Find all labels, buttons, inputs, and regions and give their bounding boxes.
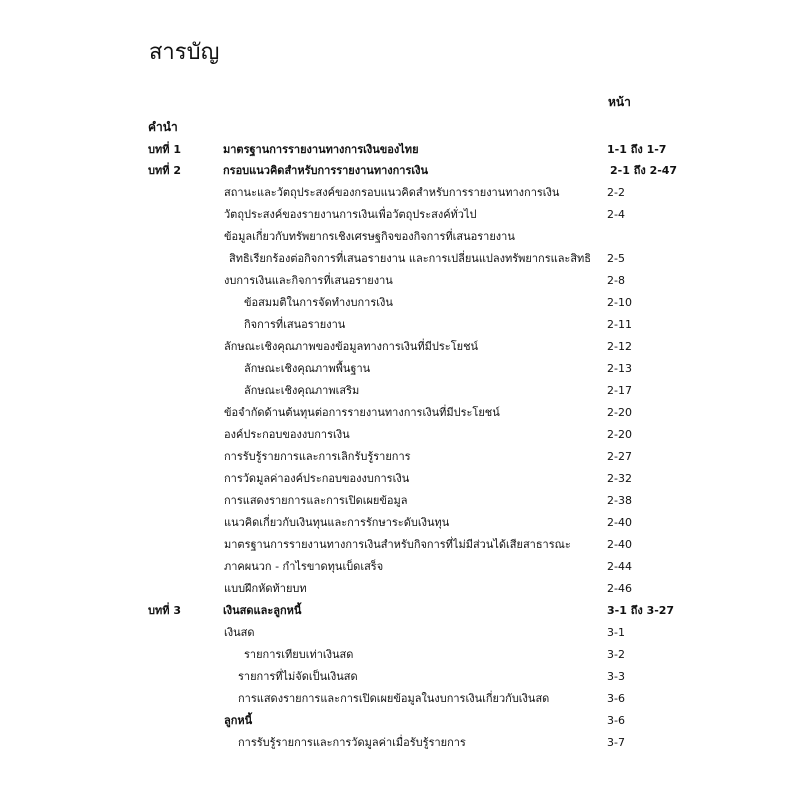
chapter-title: เงินสดและลูกหนี้ bbox=[223, 604, 302, 617]
page-column-header: หน้า bbox=[608, 95, 631, 109]
toc-entry-text: การแสดงรายการและการเปิดเผยข้อมูลในงบการเงินเกี่ยวกับเงินสด bbox=[238, 692, 550, 705]
toc-entry bbox=[0, 314, 800, 336]
toc-entry-page: 3-6 bbox=[607, 692, 625, 705]
toc-entry-text: เงินสด bbox=[224, 626, 255, 639]
toc-entry bbox=[0, 688, 800, 710]
chapter-label: บทที่ 3 bbox=[148, 604, 181, 617]
toc-entry-text: แนวคิดเกี่ยวกับเงินทุนและการรักษาระดับเงินทุน bbox=[224, 516, 450, 529]
toc-entry-page: 2-11 bbox=[607, 318, 632, 331]
toc-entry bbox=[0, 226, 800, 248]
toc-entry bbox=[0, 644, 800, 666]
toc-entry-text: ลักษณะเชิงคุณภาพเสริม bbox=[244, 384, 360, 397]
toc-entry-text: การแสดงรายการและการเปิดเผยข้อมูล bbox=[224, 494, 408, 507]
toc-entry bbox=[0, 336, 800, 358]
toc-entry bbox=[0, 710, 800, 732]
toc-entry bbox=[0, 292, 800, 314]
toc-entry bbox=[0, 204, 800, 226]
toc-entry-page: 3-7 bbox=[607, 736, 625, 749]
toc-entry bbox=[0, 490, 800, 512]
toc-entry-text: สถานะและวัตถุประสงค์ของกรอบแนวคิดสำหรับการรายงานทางการเงิน bbox=[224, 186, 560, 199]
toc-entry-text: สิทธิเรียกร้องต่อกิจการที่เสนอรายงาน และการเปลี่ยนแปลงทรัพยากรและสิทธิ bbox=[229, 252, 592, 265]
chapter-label: บทที่ 1 bbox=[148, 143, 181, 156]
toc-entry-page: 2-8 bbox=[607, 274, 625, 287]
toc-entry bbox=[0, 446, 800, 468]
toc-entry-page: 2-13 bbox=[607, 362, 632, 375]
toc-entry-text: การวัดมูลค่าองค์ประกอบของงบการเงิน bbox=[224, 472, 410, 485]
chapter-heading-row bbox=[0, 160, 800, 182]
toc-entry-page: 2-46 bbox=[607, 582, 632, 595]
toc-entry-text: องค์ประกอบของงบการเงิน bbox=[224, 428, 350, 441]
toc-entry-text: ภาคผนวก - กำไรขาดทุนเบ็ดเสร็จ bbox=[224, 560, 384, 573]
toc-entry-page: 2-20 bbox=[607, 406, 632, 419]
toc-entry-page: 2-40 bbox=[607, 516, 632, 529]
toc-entry-text: รายการเทียบเท่าเงินสด bbox=[244, 648, 354, 661]
toc-entry-text: รายการที่ไม่จัดเป็นเงินสด bbox=[238, 670, 358, 683]
toc-entry-text: ข้อสมมติในการจัดทำงบการเงิน bbox=[244, 296, 393, 309]
toc-entry-page: 2-27 bbox=[607, 450, 632, 463]
toc-entry-page: 2-10 bbox=[607, 296, 632, 309]
toc-entry-page: 2-44 bbox=[607, 560, 632, 573]
toc-entry bbox=[0, 270, 800, 292]
toc-entry bbox=[0, 468, 800, 490]
preface-entry: คำนำ bbox=[148, 120, 178, 134]
toc-entry-text: แบบฝึกหัดท้ายบท bbox=[224, 582, 307, 595]
toc-entry-text: ข้อจำกัดด้านต้นทุนต่อการรายงานทางการเงินที่มีประโยชน์ bbox=[224, 406, 500, 419]
toc-entry-text: ลักษณะเชิงคุณภาพของข้อมูลทางการเงินที่มีประโยชน์ bbox=[224, 340, 479, 353]
toc-entry-page: 3-2 bbox=[607, 648, 625, 661]
toc-entry-page: 2-40 bbox=[607, 538, 632, 551]
toc-entry bbox=[0, 182, 800, 204]
toc-entry-page: 2-38 bbox=[607, 494, 632, 507]
toc-entry-page: 2-5 bbox=[607, 252, 625, 265]
toc-entry-text: งบการเงินและกิจการที่เสนอรายงาน bbox=[224, 274, 393, 287]
toc-entry-text: การรับรู้รายการและการวัดมูลค่าเมื่อรับรู้รายการ bbox=[238, 736, 466, 749]
toc-entry bbox=[0, 358, 800, 380]
toc-entry-text: การรับรู้รายการและการเลิกรับรู้รายการ bbox=[224, 450, 411, 463]
toc-entry-text: ลักษณะเชิงคุณภาพพื้นฐาน bbox=[244, 362, 371, 375]
toc-entry-page: 3-1 bbox=[607, 626, 625, 639]
chapter-page-range: 2-1 ถึง 2-47 bbox=[610, 164, 678, 177]
chapter-page-range: 1-1 ถึง 1-7 bbox=[607, 143, 667, 156]
toc-entry bbox=[0, 556, 800, 578]
toc-entry bbox=[0, 666, 800, 688]
toc-entry-page: 2-4 bbox=[607, 208, 625, 221]
toc-entry-page: 2-2 bbox=[607, 186, 625, 199]
toc-entry-text: มาตรฐานการรายงานทางการเงินสำหรับกิจการที่ไม่มีส่วนได้เสียสาธารณะ bbox=[224, 538, 571, 551]
toc-entry bbox=[0, 402, 800, 424]
toc-entry bbox=[0, 512, 800, 534]
toc-entry-text: ลูกหนี้ bbox=[224, 714, 253, 727]
toc-entry-page: 2-32 bbox=[607, 472, 632, 485]
chapter-heading-row bbox=[0, 139, 800, 161]
chapter-label: บทที่ 2 bbox=[148, 164, 181, 177]
toc-entry-text: ข้อมูลเกี่ยวกับทรัพยากรเชิงเศรษฐกิจของกิจการที่เสนอรายงาน bbox=[224, 230, 515, 243]
toc-entry-page: 2-17 bbox=[607, 384, 632, 397]
toc-entry bbox=[0, 424, 800, 446]
toc-entry-text: กิจการที่เสนอรายงาน bbox=[244, 318, 346, 331]
toc-entry-text: วัตถุประสงค์ของรายงานการเงินเพื่อวัตถุประสงค์ทั่วไป bbox=[224, 208, 477, 221]
toc-entry bbox=[0, 578, 800, 600]
page-title: สารบัญ bbox=[149, 40, 220, 65]
toc-entry bbox=[0, 248, 800, 270]
toc-entry bbox=[0, 732, 800, 754]
toc-entry-page: 3-6 bbox=[607, 714, 625, 727]
chapter-title: กรอบแนวคิดสำหรับการรายงานทางการเงิน bbox=[223, 164, 429, 177]
toc-entry-page: 2-12 bbox=[607, 340, 632, 353]
toc-entry bbox=[0, 622, 800, 644]
chapter-page-range: 3-1 ถึง 3-27 bbox=[607, 604, 675, 617]
toc-entry bbox=[0, 534, 800, 556]
chapter-heading-row bbox=[0, 600, 800, 622]
chapter-title: มาตรฐานการรายงานทางการเงินของไทย bbox=[223, 143, 419, 156]
toc-entry bbox=[0, 380, 800, 402]
toc-entry-page: 2-20 bbox=[607, 428, 632, 441]
toc-entry-page: 3-3 bbox=[607, 670, 625, 683]
